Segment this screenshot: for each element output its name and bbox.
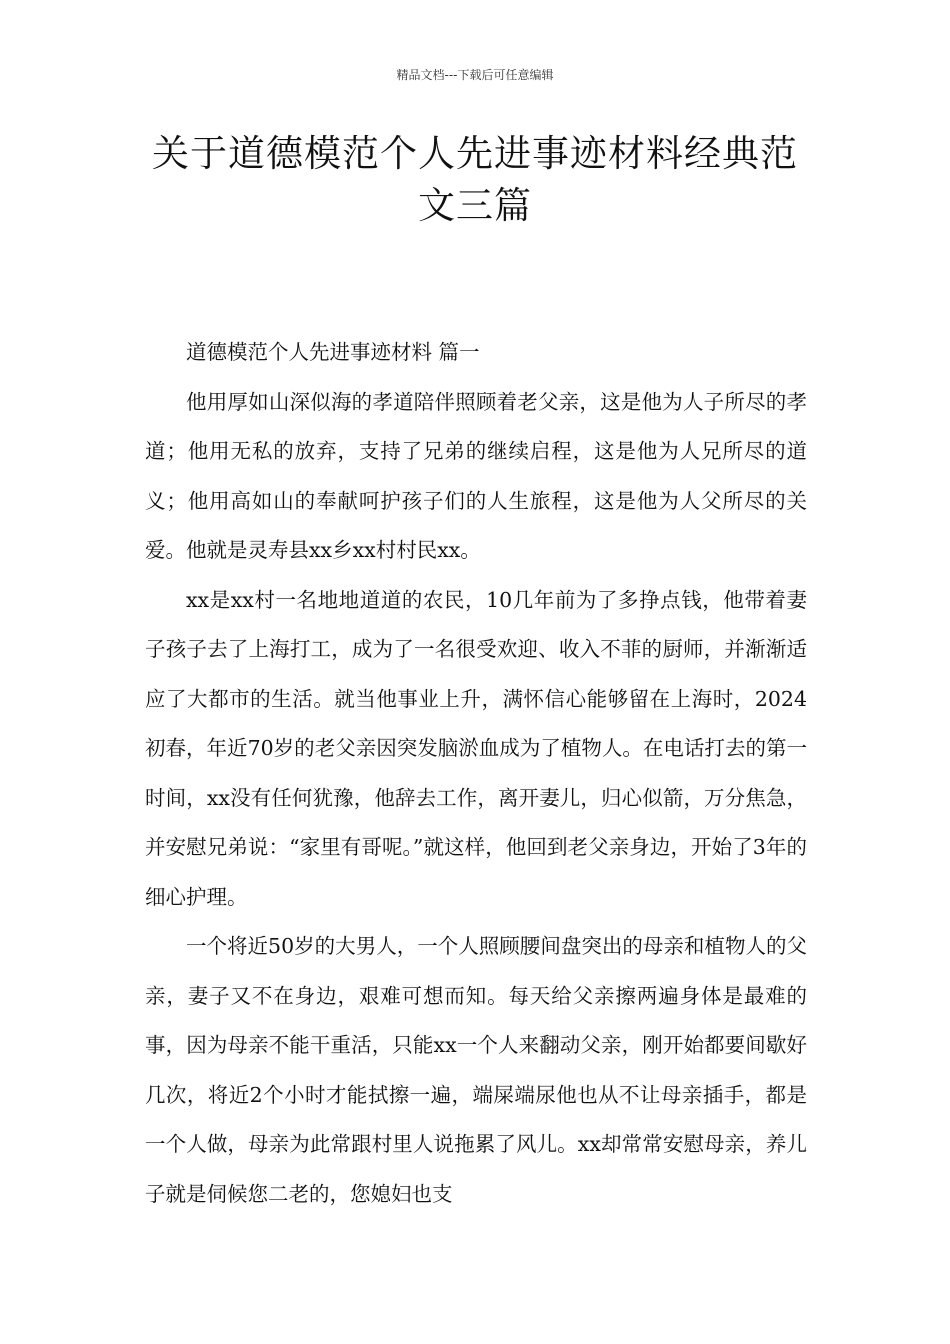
paragraph-2: xx是xx村一名地地道道的农民，10几年前为了多挣点钱，他带着妻子孩子去了上海打工，成为了一名很受欢迎、收入不菲的厨师，并渐渐适应了大都市的生活。就当他事业上升，满怀信心能够留在上海时，2024初春，年近70岁的老父亲因突发脑淤血成为了植物人。在电话打去的第一时间，xx没有任何犹豫，他辞去工作，离开妻儿，归心似箭，万分焦急，并安慰兄弟说：“家里有哥呢。”就这样，他回到老父亲身边，开始了3年的细心护理。 bbox=[145, 587, 807, 909]
paragraph-1: 他用厚如山深似海的孝道陪伴照顾着老父亲，这是他为人子所尽的孝道；他用无私的放弃，支持了兄弟的继续启程，这是他为人兄所尽的道义；他用高如山的奉献呵护孩子们的人生旅程，这是他为人父所尽的关爱。他就是灵寿县xx乡xx村村民xx。 bbox=[145, 389, 807, 562]
paragraph-3: 一个将近50岁的大男人，一个人照顾腰间盘突出的母亲和植物人的父亲，妻子又不在身边，艰难可想而知。每天给父亲擦两遍身体是最难的事，因为母亲不能干重活，只能xx一个人来翻动父亲，刚开始都要间歇好几次，将近2个小时才能拭擦一遍，端屎端尿他也从不让母亲插手，都是一个人做，母亲为此常跟村里人说拖累了风儿。xx却常常安慰母亲，养儿子就是伺候您二老的，您媳妇也支 bbox=[145, 934, 807, 1206]
section-heading: 道德模范个人先进事迹材料 篇一 bbox=[186, 340, 480, 364]
document-title: 关于道德模范个人先进事迹材料经典范文三篇 bbox=[152, 132, 798, 227]
header-note: 精品文档---下载后可任意编辑 bbox=[396, 68, 554, 82]
document-body bbox=[145, 328, 807, 1219]
